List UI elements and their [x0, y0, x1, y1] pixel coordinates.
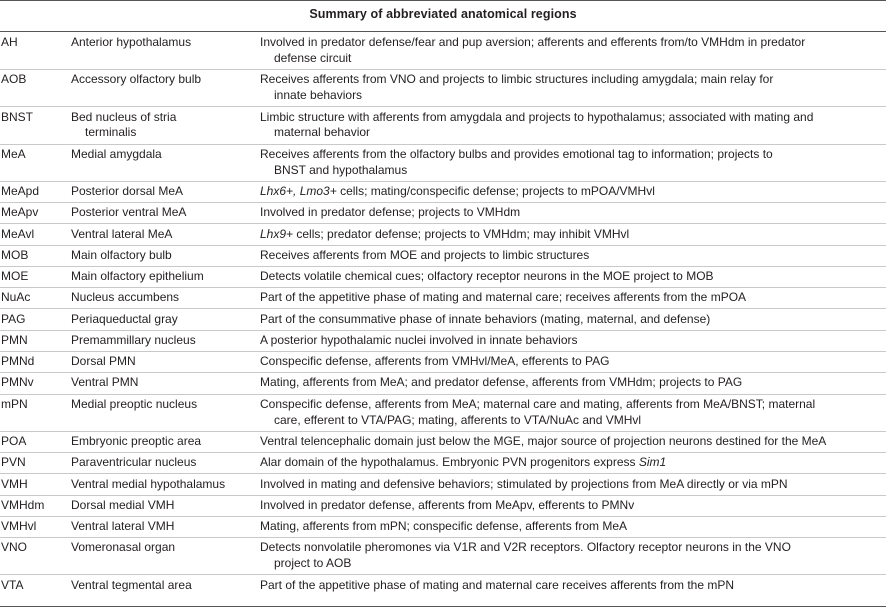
description-cell [260, 205, 880, 221]
region-name-text: Bed nucleus of stria [71, 109, 177, 124]
description-cell [260, 354, 880, 370]
table-row [0, 432, 886, 453]
table-row [0, 246, 886, 267]
description-cell [260, 434, 880, 450]
region-name-cell [71, 184, 251, 200]
description-text: Part of the appetitive phase of mating and maternal care; receives afferents from the mPOA [260, 290, 747, 305]
abbreviation-cell: AH [1, 35, 18, 50]
description-text: Part of the consummative phase of innate behaviors (mating, maternal, and defense) [260, 311, 711, 326]
description-cell [260, 35, 880, 67]
region-name-text: Periaqueductal gray [71, 311, 178, 326]
description-text: Ventral telencephalic domain just below the MGE, major source of projection neurons destined for the MeA [260, 433, 827, 448]
table-row [0, 474, 886, 495]
table-row [0, 33, 886, 70]
table-row [0, 182, 886, 203]
region-name-text: Nucleus accumbens [71, 290, 180, 305]
description-text: Involved in predator defense/fear and pup aversion; afferents and efferents from/to VMHdm in predator [260, 35, 806, 50]
description-line [260, 354, 880, 370]
description-line [260, 110, 880, 126]
description-line [260, 248, 880, 264]
description-cell [260, 147, 880, 179]
region-name-text: Ventral medial hypothalamus [71, 476, 226, 491]
description-text: Part of the appetitive phase of mating and maternal care receives afferents from the mPN [260, 577, 735, 592]
description-cell [260, 333, 880, 349]
table-row [0, 373, 886, 394]
abbreviation-cell: MeAvl [1, 226, 35, 241]
description-cell [260, 498, 880, 514]
regions-table [0, 33, 886, 596]
table-row [0, 288, 886, 309]
description-line [260, 290, 880, 306]
description-text: Receives afferents from the olfactory bulbs and provides emotional tag to information; projects to [260, 146, 773, 161]
description-text: Limbic structure with afferents from amygdala and projects to hypothalamus; associated with mating and [260, 109, 814, 124]
gene-marker: Lhx6+, Lmo3+ [260, 183, 337, 198]
description-text: Mating, afferents from MeA; and predator defense, afferents from VMHdm; projects to PAG [260, 375, 743, 390]
abbreviation-cell: PMNd [1, 354, 35, 369]
description-cell [260, 290, 880, 306]
region-name-cell [71, 333, 251, 349]
description-cell [260, 110, 880, 142]
description-line [260, 519, 880, 535]
description-cell [260, 184, 880, 200]
description-line [260, 312, 880, 328]
description-line [260, 455, 880, 471]
description-continuation: project to AOB [274, 556, 352, 571]
description-text: cells; predator defense; projects to VMHdm; may inhibit VMHvl [293, 226, 630, 241]
region-name-text: Ventral tegmental area [71, 577, 192, 592]
abbreviation-cell: NuAc [1, 290, 31, 305]
region-name-cell [71, 312, 251, 328]
description-line [260, 333, 880, 349]
description-continuation: maternal behavior [274, 125, 371, 140]
description-line [260, 35, 880, 51]
region-name-text: Ventral PMN [71, 375, 139, 390]
region-name-text: Accessory olfactory bulb [71, 72, 202, 87]
abbreviation-cell: MeApd [1, 183, 40, 198]
description-text: Receives afferents from VNO and projects to limbic structures including amygdala; main relay for [260, 72, 774, 87]
description-text: Conspecific defense, afferents from MeA; maternal care and mating, afferents from MeA/BNST; maternal [260, 396, 816, 411]
region-name-text: Posterior ventral MeA [71, 205, 187, 220]
table-row [0, 309, 886, 330]
description-line [260, 434, 880, 450]
region-name-cell [71, 110, 251, 142]
description-text: Involved in mating and defensive behaviors; stimulated by projections from MeA directly or via mPN [260, 476, 788, 491]
table-row [0, 331, 886, 352]
description-line [260, 375, 880, 391]
table-row [0, 224, 886, 245]
abbreviation-cell: MOB [1, 247, 29, 262]
abbreviation-cell: AOB [1, 72, 27, 87]
description-text: Detects volatile chemical cues; olfactory receptor neurons in the MOE project to MOB [260, 269, 714, 284]
region-name-text: Ventral lateral VMH [71, 519, 175, 534]
description-line [260, 72, 880, 88]
description-cell [260, 477, 880, 493]
table-row [0, 352, 886, 373]
description-cell [260, 72, 880, 104]
table-row [0, 496, 886, 517]
description-text: Detects nonvolatile pheromones via V1R and V2R receptors. Olfactory receptor neurons in the VNO [260, 540, 791, 555]
abbreviation-cell: PAG [1, 311, 26, 326]
description-text: Mating, afferents from mPN; conspecific defense, afferents from MeA [260, 519, 628, 534]
description-cell [260, 455, 880, 471]
description-text: A posterior hypothalamic nuclei involved in innate behaviors [260, 332, 578, 347]
table-row [0, 70, 886, 107]
abbreviation-cell: VMHdm [1, 497, 45, 512]
region-name-continuation: terminalis [85, 125, 137, 140]
description-line [260, 227, 880, 243]
region-name-cell [71, 434, 251, 450]
region-name-text: Ventral lateral MeA [71, 226, 173, 241]
region-name-text: Paraventricular nucleus [71, 455, 197, 470]
description-text: Conspecific defense, afferents from VMHvl/MeA, efferents to PAG [260, 354, 610, 369]
description-line [260, 397, 880, 413]
description-cell [260, 227, 880, 243]
abbreviation-cell: MeApv [1, 205, 39, 220]
description-cell [260, 540, 880, 572]
description-line [260, 578, 880, 594]
abbreviation-cell: VMHvl [1, 519, 37, 534]
description-cell [260, 248, 880, 264]
table-row [0, 395, 886, 432]
description-text: Receives afferents from MOE and projects to limbic structures [260, 247, 590, 262]
region-name-cell [71, 540, 251, 556]
region-name-cell [71, 498, 251, 514]
description-line [260, 184, 880, 200]
table-row [0, 453, 886, 474]
description-continuation: innate behaviors [274, 88, 363, 103]
description-line [260, 498, 880, 514]
region-name-cell [71, 455, 251, 471]
region-name-cell [71, 205, 251, 221]
region-name-text: Anterior hypothalamus [71, 35, 192, 50]
region-name-text: Medial amygdala [71, 146, 162, 161]
bottom-rule [0, 606, 886, 607]
abbreviation-cell: mPN [1, 396, 28, 411]
description-continuation: BNST and hypothalamus [274, 162, 408, 177]
table-title: Summary of abbreviated anatomical regions [309, 7, 577, 21]
abbreviation-cell: PMNv [1, 375, 34, 390]
description-continuation: care, efferent to VTA/PAG; mating, afferents to VTA/NuAc and VMHvl [274, 412, 642, 427]
table-row [0, 517, 886, 538]
table-row [0, 107, 886, 144]
table-row [0, 538, 886, 575]
region-name-cell [71, 147, 251, 163]
header-rule [0, 31, 886, 32]
description-cell [260, 312, 880, 328]
abbreviation-cell: PVN [1, 455, 26, 470]
region-name-cell [71, 248, 251, 264]
abbreviation-cell: VNO [1, 540, 28, 555]
abbreviation-cell: MeA [1, 146, 26, 161]
description-text: Involved in predator defense; projects to VMHdm [260, 205, 521, 220]
region-name-cell [71, 35, 251, 51]
region-name-text: Premammillary nucleus [71, 332, 196, 347]
region-name-text: Dorsal medial VMH [71, 497, 175, 512]
region-name-cell [71, 227, 251, 243]
gene-marker: Sim1 [638, 455, 667, 470]
abbreviation-cell: POA [1, 433, 27, 448]
description-cell [260, 269, 880, 285]
description-line [260, 147, 880, 163]
description-continuation: defense circuit [274, 51, 352, 66]
abbreviation-cell: PMN [1, 332, 28, 347]
region-name-text: Main olfactory bulb [71, 247, 172, 262]
abbreviation-cell: BNST [1, 109, 34, 124]
region-name-cell [71, 477, 251, 493]
abbreviation-cell: MOE [1, 269, 29, 284]
region-name-cell [71, 578, 251, 594]
abbreviation-cell: VTA [1, 577, 24, 592]
description-text: Alar domain of the hypothalamus. Embryonic PVN progenitors express [260, 455, 639, 470]
region-name-cell [71, 72, 251, 88]
table-row [0, 575, 886, 595]
region-name-cell [71, 375, 251, 391]
description-cell [260, 519, 880, 535]
region-name-cell [71, 397, 251, 413]
table-row [0, 267, 886, 288]
region-name-text: Medial preoptic nucleus [71, 396, 198, 411]
abbreviation-cell: VMH [1, 476, 28, 491]
description-line [260, 269, 880, 285]
region-name-text: Dorsal PMN [71, 354, 136, 369]
gene-marker: Lhx9+ [260, 226, 294, 241]
description-cell [260, 375, 880, 391]
description-cell [260, 578, 880, 594]
region-name-text: Embryonic preoptic area [71, 433, 202, 448]
region-name-cell [71, 290, 251, 306]
description-line [260, 477, 880, 493]
description-text: Involved in predator defense, afferents from MeApv, efferents to PMNv [260, 497, 635, 512]
region-name-cell [71, 269, 251, 285]
description-line [260, 540, 880, 556]
table-row [0, 145, 886, 182]
region-name-cell [71, 519, 251, 535]
table-row [0, 203, 886, 224]
description-line [260, 205, 880, 221]
region-name-text: Main olfactory epithelium [71, 269, 204, 284]
description-cell [260, 397, 880, 429]
region-name-text: Vomeronasal organ [71, 540, 176, 555]
region-name-text: Posterior dorsal MeA [71, 183, 184, 198]
top-rule [0, 0, 886, 1]
description-text: cells; mating/conspecific defense; projects to mPOA/VMHvl [336, 183, 655, 198]
region-name-cell [71, 354, 251, 370]
